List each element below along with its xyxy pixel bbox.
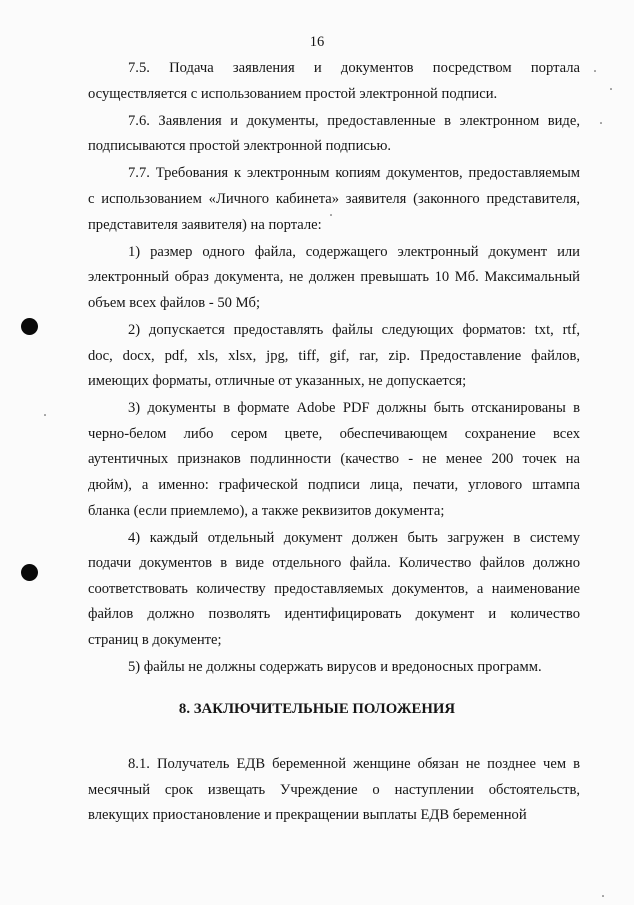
text-line: 7.5. Подача заявления и документов посредством портала (128, 60, 580, 76)
paragraph-item-5 (88, 655, 580, 681)
text-line: 4) каждый отдельный документ должен быть загружен в систему (128, 529, 580, 546)
text-line: 7.7. Требования к электронным копиям документов, предоставляемым (128, 165, 580, 182)
paragraph-8-1 (88, 752, 580, 829)
text-line: подачи документов в виде отдельного файла. Количество файлов должно (88, 555, 580, 572)
punch-hole-bottom (21, 564, 38, 581)
text-line: осуществляется с использованием простой электронной подписи. (88, 85, 498, 102)
text-line: 7.6. Заявления и документы, предоставленные в электронном виде, (128, 112, 580, 129)
page-number: 16 (309, 34, 325, 50)
text-line: 3) документы в формате Adobe PDF должны быть отсканированы в (128, 400, 580, 417)
body-text-lower (88, 752, 580, 830)
paragraph-7-7 (88, 161, 580, 238)
text-line: электронный образ документа, не должен превышать 10 Мб. Максимальный (88, 269, 580, 286)
text-line: представителя заявителя) на портале: (88, 216, 322, 233)
text-line: 2) допускается предоставлять файлы следующих форматов: txt, rtf, (128, 321, 580, 338)
text-line: 5) файлы не должны содержать вирусов и вредоносных программ. (128, 659, 542, 676)
text-line: дюйм), а именно: графической подписи лица, печати, углового штампа (88, 477, 580, 493)
text-line: doc, docx, pdf, xls, xlsx, jpg, tiff, gif, rar, zip. Предоставление файлов, (88, 347, 580, 364)
scan-speck (44, 414, 46, 416)
text-line: аутентичных признаков подлинности (качество - не менее 200 точек на (88, 451, 580, 468)
text-line: страниц в документе; (88, 632, 222, 649)
scan-speck (602, 895, 604, 897)
scan-speck (594, 70, 596, 72)
text-line: подписываются простой электронной подписью. (88, 138, 392, 155)
text-line: файлов должно позволять идентифицировать документ и количество (88, 606, 580, 623)
text-line: имеющих форматы, отличные от указанных, не допускается; (88, 373, 467, 390)
section-heading: 8. ЗАКЛЮЧИТЕЛЬНЫЕ ПОЛОЖЕНИЯ (178, 701, 456, 717)
paragraph-7-6 (88, 109, 580, 160)
paragraph-item-4 (88, 526, 580, 654)
scan-speck (600, 122, 602, 124)
body-text-upper (88, 56, 580, 682)
paragraph-item-2 (88, 318, 580, 395)
text-line: 1) размер одного файла, содержащего электронный документ или (128, 243, 580, 260)
text-line: бланка (если приемлемо), а также реквизитов документа; (88, 502, 445, 519)
text-line: влекущих приостановление и прекращении выплаты ЕДВ беременной (88, 807, 527, 824)
paragraph-item-1 (88, 240, 580, 317)
text-line: соответствовать количеству предоставляемых документов, а наименование (88, 580, 580, 597)
text-line: объем всех файлов - 50 Мб; (88, 294, 261, 311)
text-line: с использованием «Личного кабинета» заявителя (законного представителя, (88, 190, 580, 207)
text-line: черно-белом либо сером цвете, обеспечивающем сохранение всех (88, 425, 580, 442)
text-line: месячный срок извещать Учреждение о наступлении обстоятельств, (88, 781, 580, 798)
scan-speck (610, 88, 612, 90)
paragraph-7-5 (88, 56, 580, 107)
punch-hole-top (21, 318, 38, 335)
text-line: 8.1. Получатель ЕДВ беременной женщине обязан не позднее чем в (128, 756, 580, 772)
paragraph-item-3 (88, 396, 580, 524)
